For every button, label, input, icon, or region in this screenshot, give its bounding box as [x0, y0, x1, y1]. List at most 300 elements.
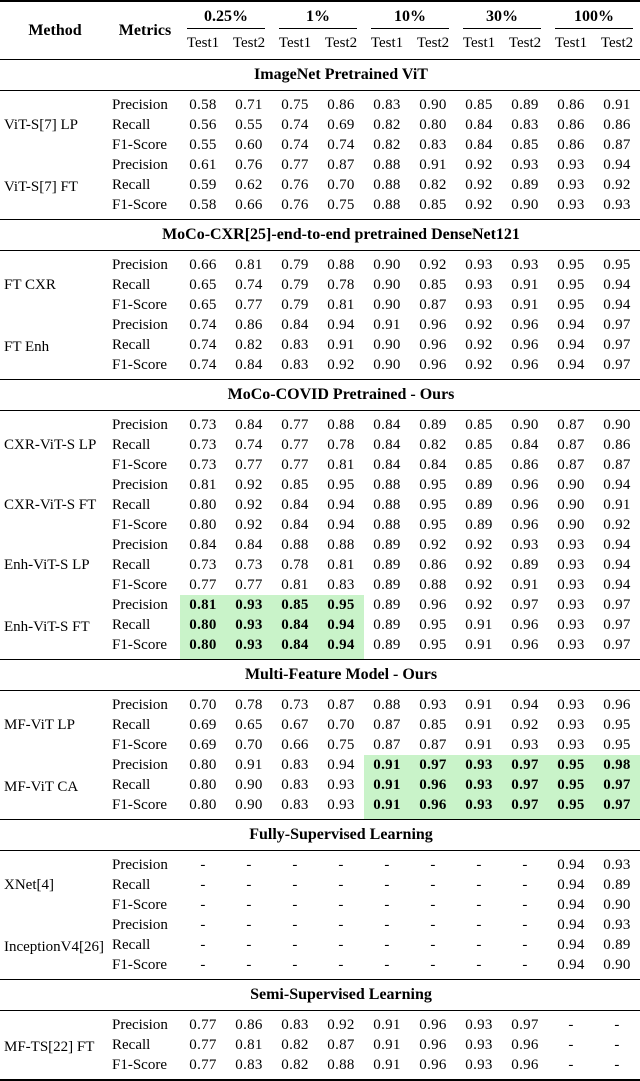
value-cell: -	[338, 856, 344, 873]
value-cell: 0.97	[594, 775, 640, 795]
value-cell: 0.97	[603, 336, 631, 353]
value-cell: 0.96	[511, 636, 539, 653]
value-cell: 0.91	[465, 696, 493, 713]
value-cell: 0.87	[373, 716, 401, 733]
metric-label: Recall	[112, 336, 151, 353]
value-cell: 0.90	[373, 336, 401, 353]
metric-label: F1-Score	[112, 296, 167, 313]
value-cell: 0.94	[603, 536, 631, 553]
value-cell: 0.83	[373, 96, 401, 113]
value-cell: 0.97	[511, 1016, 539, 1033]
value-cell: 0.89	[465, 516, 493, 533]
value-cell: 0.96	[410, 795, 456, 820]
value-cell: 0.84	[419, 456, 447, 473]
value-cell: 0.79	[281, 276, 309, 293]
value-cell: -	[614, 1016, 620, 1033]
value-cell: 0.77	[281, 156, 309, 173]
value-cell: 0.91	[364, 795, 410, 820]
value-cell: 0.93	[603, 196, 631, 213]
value-cell: 0.83	[511, 116, 539, 133]
value-cell: 0.83	[281, 756, 309, 773]
value-cell: 0.93	[511, 736, 539, 753]
value-cell: 0.95	[419, 476, 447, 493]
value-cell: 0.93	[226, 635, 272, 660]
value-cell: 0.96	[603, 696, 631, 713]
value-cell: -	[246, 936, 252, 953]
percent-label: 30%	[463, 5, 541, 29]
value-cell: 0.55	[235, 116, 263, 133]
percent-group-header	[364, 1, 456, 29]
value-cell: 0.88	[373, 196, 401, 213]
value-cell: 0.92	[511, 716, 539, 733]
metric-label: F1-Score	[112, 1056, 167, 1073]
value-cell: -	[338, 956, 344, 973]
value-cell: -	[476, 936, 482, 953]
value-cell: 0.82	[373, 136, 401, 153]
value-cell: 0.90	[373, 296, 401, 313]
value-cell: 0.95	[603, 716, 631, 733]
value-cell: -	[292, 876, 298, 893]
value-cell: 0.82	[235, 336, 263, 353]
metric-label: Precision	[112, 416, 168, 433]
value-cell: 0.88	[373, 476, 401, 493]
value-cell: 0.95	[419, 616, 447, 633]
method-name: MF-TS[22] FT	[4, 1038, 95, 1055]
value-cell: 0.76	[235, 156, 263, 173]
metric-label: Recall	[112, 496, 151, 513]
value-cell: 0.90	[603, 896, 631, 913]
value-cell: 0.93	[465, 1036, 493, 1053]
value-cell: 0.83	[281, 776, 309, 793]
value-cell: 0.91	[364, 775, 410, 795]
metric-label: Precision	[112, 916, 168, 933]
value-cell: 0.84	[281, 496, 309, 513]
value-cell: 0.97	[603, 316, 631, 333]
value-cell: 0.93	[465, 256, 493, 273]
value-cell: 0.73	[189, 416, 217, 433]
value-cell: 0.88	[327, 536, 355, 553]
metric-label: Precision	[112, 316, 168, 333]
value-cell: 0.87	[603, 136, 631, 153]
value-cell: 0.91	[511, 576, 539, 593]
value-cell: 0.98	[594, 755, 640, 775]
value-cell: -	[476, 896, 482, 913]
value-cell: 0.86	[235, 1016, 263, 1033]
value-cell: 0.87	[557, 436, 585, 453]
value-cell: 0.96	[511, 336, 539, 353]
value-cell: 0.80	[189, 496, 217, 513]
value-cell: -	[384, 936, 390, 953]
value-cell: 0.81	[235, 1036, 263, 1053]
test-subheader: Test1	[186, 34, 220, 51]
value-cell: 0.83	[235, 1056, 263, 1073]
value-cell: 0.86	[235, 316, 263, 333]
value-cell: 0.93	[557, 576, 585, 593]
value-cell: -	[522, 916, 528, 933]
value-cell: 0.74	[281, 116, 309, 133]
value-cell: -	[200, 956, 206, 973]
value-cell: 0.96	[511, 516, 539, 533]
value-cell: 0.80	[189, 776, 217, 793]
value-cell: 0.94	[603, 556, 631, 573]
value-cell: 0.86	[557, 136, 585, 153]
value-cell: 0.77	[189, 576, 217, 593]
table-body	[0, 60, 640, 1081]
value-cell: 0.96	[419, 1036, 447, 1053]
value-cell: 0.91	[511, 296, 539, 313]
value-cell: 0.74	[327, 136, 355, 153]
value-cell: 0.79	[281, 256, 309, 273]
value-cell: 0.70	[189, 696, 217, 713]
value-cell: 0.97	[603, 616, 631, 633]
value-cell: 0.94	[557, 916, 585, 933]
value-cell: 0.96	[419, 336, 447, 353]
value-cell: 0.70	[327, 176, 355, 193]
value-cell: 0.85	[465, 416, 493, 433]
value-cell: 0.95	[548, 755, 594, 775]
value-cell: 0.97	[603, 636, 631, 653]
metric-label: Precision	[112, 856, 168, 873]
value-cell: -	[200, 896, 206, 913]
table-row	[0, 411, 640, 436]
value-cell: 0.80	[180, 615, 226, 635]
value-cell: 0.93	[557, 556, 585, 573]
value-cell: 0.92	[465, 576, 493, 593]
table-row	[0, 595, 640, 615]
value-cell: 0.89	[511, 96, 539, 113]
value-cell: 0.94	[557, 876, 585, 893]
value-cell: 0.91	[373, 1056, 401, 1073]
value-cell: 0.76	[281, 176, 309, 193]
value-cell: 0.89	[511, 176, 539, 193]
value-cell: 0.92	[603, 176, 631, 193]
value-cell: 0.96	[419, 356, 447, 373]
value-cell: 0.84	[272, 635, 318, 660]
metric-label: F1-Score	[112, 896, 167, 913]
value-cell: 0.96	[419, 316, 447, 333]
metric-label: F1-Score	[112, 356, 167, 373]
value-cell: 0.60	[235, 136, 263, 153]
value-cell: 0.84	[272, 615, 318, 635]
value-cell: 0.87	[327, 696, 355, 713]
value-cell: 0.65	[189, 276, 217, 293]
value-cell: -	[246, 876, 252, 893]
value-cell: 0.76	[281, 196, 309, 213]
value-cell: 0.89	[373, 636, 401, 653]
test-subheader: Test1	[278, 34, 312, 51]
method-name: CXR-ViT-S LP	[4, 436, 97, 453]
section-header: MoCo-CXR[25]-end-to-end pretrained DenseNet121	[0, 220, 640, 251]
value-cell: 0.93	[557, 716, 585, 733]
method-name: ViT-S[7] LP	[4, 116, 78, 133]
metric-label: Precision	[112, 256, 168, 273]
value-cell: 0.89	[373, 556, 401, 573]
section-header: Multi-Feature Model - Ours	[0, 660, 640, 691]
value-cell: 0.75	[327, 196, 355, 213]
value-cell: 0.85	[511, 136, 539, 153]
value-cell: 0.96	[419, 1016, 447, 1033]
value-cell: 0.94	[603, 476, 631, 493]
value-cell: 0.84	[235, 536, 263, 553]
value-cell: 0.91	[373, 1016, 401, 1033]
value-cell: 0.91	[373, 1036, 401, 1053]
value-cell: 0.89	[373, 576, 401, 593]
value-cell: 0.84	[281, 316, 309, 333]
column-header-method: Method	[28, 21, 82, 39]
value-cell: 0.85	[465, 96, 493, 113]
value-cell: 0.73	[189, 436, 217, 453]
value-cell: 0.81	[327, 556, 355, 573]
value-cell: -	[430, 896, 436, 913]
metric-label: Recall	[112, 556, 151, 573]
value-cell: 0.94	[603, 156, 631, 173]
percent-group-header	[272, 1, 364, 29]
table-row	[0, 475, 640, 495]
value-cell: 0.66	[189, 256, 217, 273]
value-cell: -	[246, 956, 252, 973]
value-cell: 0.83	[327, 576, 355, 593]
value-cell: 0.86	[557, 96, 585, 113]
value-cell: -	[384, 856, 390, 873]
value-cell: 0.88	[281, 536, 309, 553]
metric-label: Recall	[112, 276, 151, 293]
method-name: XNet[4]	[4, 876, 54, 893]
value-cell: 0.95	[557, 276, 585, 293]
value-cell: 0.94	[603, 296, 631, 313]
value-cell: 0.93	[557, 176, 585, 193]
value-cell: 0.73	[189, 556, 217, 573]
value-cell: 0.58	[189, 196, 217, 213]
value-cell: 0.67	[281, 716, 309, 733]
value-cell: 0.92	[465, 156, 493, 173]
value-cell: -	[614, 1036, 620, 1053]
value-cell: 0.87	[327, 1036, 355, 1053]
value-cell: -	[292, 956, 298, 973]
value-cell: 0.90	[419, 96, 447, 113]
method-name: Enh-ViT-S LP	[4, 556, 90, 573]
test-subheader: Test1	[554, 34, 588, 51]
value-cell: 0.94	[557, 336, 585, 353]
value-cell: 0.95	[327, 476, 355, 493]
value-cell: 0.83	[419, 136, 447, 153]
metric-label: Precision	[112, 476, 168, 493]
value-cell: 0.90	[557, 476, 585, 493]
value-cell: 0.91	[373, 316, 401, 333]
value-cell: 0.69	[189, 716, 217, 733]
value-cell: 0.83	[281, 1016, 309, 1033]
value-cell: 0.88	[373, 156, 401, 173]
section-header: MoCo-COVID Pretrained - Ours	[0, 380, 640, 411]
value-cell: 0.69	[327, 116, 355, 133]
value-cell: 0.90	[373, 356, 401, 373]
test-subheader: Test1	[462, 34, 496, 51]
value-cell: 0.86	[557, 116, 585, 133]
method-name: CXR-ViT-S FT	[4, 496, 97, 513]
test-subheader: Test2	[232, 34, 266, 51]
value-cell: 0.74	[281, 136, 309, 153]
method-name: FT Enh	[4, 338, 50, 355]
value-cell: 0.80	[189, 796, 217, 813]
metric-label: Precision	[112, 756, 168, 773]
value-cell: -	[384, 916, 390, 933]
table-row	[0, 915, 640, 935]
value-cell: 0.84	[511, 436, 539, 453]
table-row	[0, 155, 640, 175]
value-cell: 0.93	[557, 636, 585, 653]
metric-label: Precision	[112, 96, 168, 113]
value-cell: 0.84	[465, 136, 493, 153]
value-cell: 0.92	[419, 256, 447, 273]
metric-label: Precision	[112, 1016, 168, 1033]
metric-label: Recall	[112, 116, 151, 133]
value-cell: 0.69	[189, 736, 217, 753]
value-cell: 0.85	[419, 276, 447, 293]
value-cell: 0.77	[189, 1056, 217, 1073]
value-cell: -	[568, 1056, 574, 1073]
value-cell: 0.66	[281, 736, 309, 753]
value-cell: 0.93	[465, 276, 493, 293]
table-row	[0, 315, 640, 335]
value-cell: 0.97	[603, 356, 631, 373]
value-cell: 0.66	[235, 196, 263, 213]
value-cell: 0.92	[465, 176, 493, 193]
value-cell: 0.92	[235, 516, 263, 533]
value-cell: 0.77	[281, 456, 309, 473]
value-cell: 0.93	[226, 595, 272, 615]
value-cell: 0.92	[465, 336, 493, 353]
table-header	[0, 1, 640, 60]
value-cell: 0.95	[318, 595, 364, 615]
value-cell: 0.84	[235, 416, 263, 433]
value-cell: 0.94	[557, 856, 585, 873]
table-row	[0, 755, 640, 775]
value-cell: 0.89	[511, 556, 539, 573]
value-cell: -	[246, 896, 252, 913]
value-cell: 0.94	[318, 635, 364, 660]
metric-label: Recall	[112, 1036, 151, 1053]
percent-label: 1%	[279, 5, 357, 29]
value-cell: 0.95	[557, 256, 585, 273]
value-cell: 0.92	[465, 356, 493, 373]
value-cell: 0.88	[327, 1056, 355, 1073]
section-header: ImageNet Pretrained ViT	[0, 60, 640, 91]
value-cell: 0.93	[226, 615, 272, 635]
metric-label: Recall	[112, 716, 151, 733]
value-cell: -	[338, 876, 344, 893]
value-cell: 0.77	[235, 296, 263, 313]
value-cell: 0.77	[189, 1016, 217, 1033]
value-cell: 0.85	[465, 436, 493, 453]
value-cell: -	[200, 916, 206, 933]
value-cell: -	[430, 856, 436, 873]
column-header-metrics: Metrics	[118, 21, 172, 39]
value-cell: 0.61	[189, 156, 217, 173]
value-cell: 0.74	[189, 336, 217, 353]
value-cell: 0.96	[419, 596, 447, 613]
value-cell: 0.73	[281, 696, 309, 713]
value-cell: 0.87	[419, 296, 447, 313]
metric-label: F1-Score	[112, 576, 167, 593]
value-cell: 0.70	[327, 716, 355, 733]
value-cell: 0.91	[364, 755, 410, 775]
value-cell: 0.96	[511, 496, 539, 513]
value-cell: 0.89	[603, 876, 631, 893]
metric-label: F1-Score	[112, 636, 167, 653]
value-cell: 0.93	[557, 156, 585, 173]
value-cell: 0.85	[419, 196, 447, 213]
metric-label: Precision	[112, 536, 168, 553]
value-cell: 0.93	[465, 296, 493, 313]
value-cell: 0.91	[511, 276, 539, 293]
value-cell: 0.96	[511, 356, 539, 373]
value-cell: 0.96	[410, 775, 456, 795]
value-cell: 0.90	[511, 416, 539, 433]
value-cell: -	[292, 936, 298, 953]
value-cell: -	[292, 896, 298, 913]
value-cell: 0.93	[456, 775, 502, 795]
value-cell: 0.90	[235, 776, 263, 793]
value-cell: 0.96	[419, 1056, 447, 1073]
metric-label: Recall	[112, 176, 151, 193]
test-subheader: Test2	[600, 34, 634, 51]
value-cell: 0.94	[557, 896, 585, 913]
value-cell: -	[200, 936, 206, 953]
value-cell: 0.88	[373, 516, 401, 533]
value-cell: 0.93	[456, 755, 502, 775]
value-cell: 0.93	[557, 616, 585, 633]
value-cell: -	[246, 856, 252, 873]
table-row	[0, 251, 640, 276]
value-cell: 0.86	[511, 456, 539, 473]
metric-label: F1-Score	[112, 516, 167, 533]
metric-label: F1-Score	[112, 456, 167, 473]
value-cell: 0.97	[594, 795, 640, 820]
value-cell: 0.82	[281, 1036, 309, 1053]
value-cell: 0.97	[410, 755, 456, 775]
value-cell: 0.89	[373, 536, 401, 553]
value-cell: -	[246, 916, 252, 933]
value-cell: 0.90	[235, 796, 263, 813]
value-cell: 0.92	[465, 196, 493, 213]
value-cell: 0.90	[511, 196, 539, 213]
value-cell: -	[522, 896, 528, 913]
section-header: Fully-Supervised Learning	[0, 820, 640, 851]
value-cell: 0.80	[189, 756, 217, 773]
value-cell: -	[522, 956, 528, 973]
value-cell: -	[430, 916, 436, 933]
value-cell: -	[338, 916, 344, 933]
value-cell: 0.91	[465, 716, 493, 733]
value-cell: 0.97	[502, 755, 548, 775]
value-cell: 0.94	[557, 356, 585, 373]
value-cell: -	[430, 936, 436, 953]
metric-label: F1-Score	[112, 196, 167, 213]
value-cell: 0.91	[603, 96, 631, 113]
value-cell: -	[430, 876, 436, 893]
value-cell: 0.77	[281, 416, 309, 433]
value-cell: 0.86	[419, 556, 447, 573]
metric-label: F1-Score	[112, 956, 167, 973]
method-name: ViT-S[7] FT	[4, 178, 78, 195]
metric-label: Recall	[112, 436, 151, 453]
value-cell: 0.56	[189, 116, 217, 133]
value-cell: 0.87	[327, 156, 355, 173]
metric-label: Recall	[112, 776, 151, 793]
value-cell: 0.93	[603, 856, 631, 873]
value-cell: 0.96	[511, 1036, 539, 1053]
value-cell: -	[522, 876, 528, 893]
method-name: Enh-ViT-S FT	[4, 618, 90, 635]
